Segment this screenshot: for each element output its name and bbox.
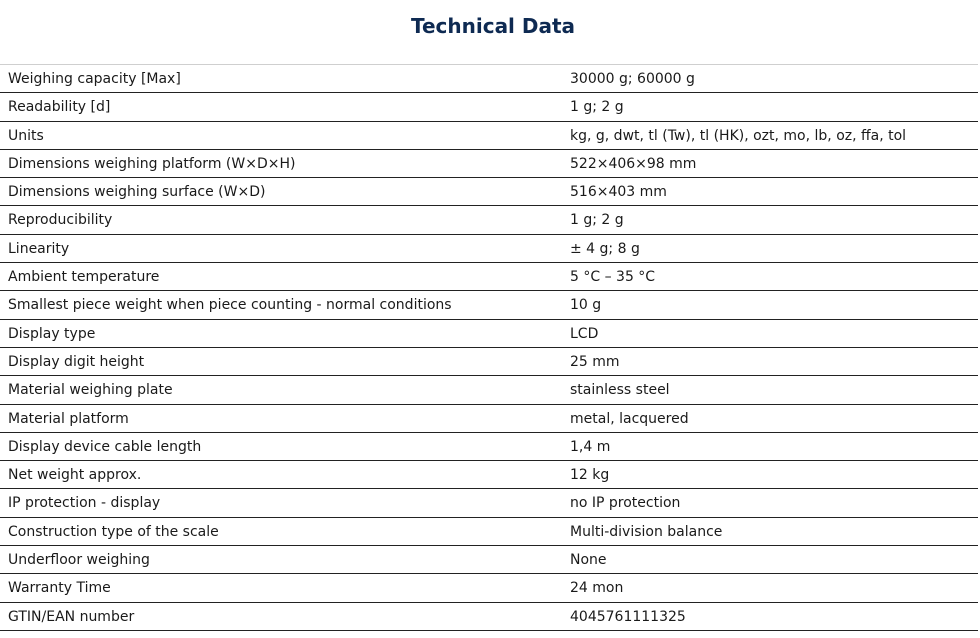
- spec-label: Readability [d]: [8, 99, 111, 116]
- table-row: [0, 376, 978, 404]
- table-row: [0, 65, 978, 93]
- spec-label: Construction type of the scale: [8, 523, 219, 540]
- spec-value: 516×403 mm: [570, 184, 667, 201]
- table-row: [0, 93, 978, 121]
- spec-label: Display digit height: [8, 353, 145, 370]
- table-row: [0, 433, 978, 461]
- table-row: [0, 518, 978, 546]
- table-row: [0, 405, 978, 433]
- table-row: [0, 235, 978, 263]
- table-row: [0, 150, 978, 178]
- spec-label: IP protection - display: [8, 495, 161, 512]
- table-row: [0, 178, 978, 206]
- table-row: [0, 291, 978, 319]
- spec-value: no IP protection: [570, 495, 681, 512]
- spec-value: 10 g: [570, 297, 602, 314]
- spec-label: Underfloor weighing: [8, 552, 150, 569]
- table-row: [0, 546, 978, 574]
- spec-label: Net weight approx.: [8, 467, 142, 484]
- spec-label: Reproducibility: [8, 212, 113, 229]
- spec-label: Display device cable length: [8, 438, 202, 455]
- table-row: [0, 489, 978, 517]
- spec-label: Material weighing plate: [8, 382, 173, 399]
- spec-value: 1 g; 2 g: [570, 99, 624, 116]
- table-row: [0, 206, 978, 234]
- spec-value: 25 mm: [570, 353, 620, 370]
- spec-value: 1,4 m: [570, 438, 611, 455]
- spec-label: Warranty Time: [8, 580, 111, 597]
- spec-value: 12 kg: [570, 467, 610, 484]
- table-row: [0, 263, 978, 291]
- spec-value: metal, lacquered: [570, 410, 689, 427]
- spec-value: Multi-division balance: [570, 523, 723, 540]
- table-row: [0, 574, 978, 602]
- spec-label: Smallest piece weight when piece counting - normal conditions: [8, 297, 452, 314]
- page-title: Technical Data: [410, 14, 576, 38]
- spec-label: Dimensions weighing platform (W×D×H): [8, 155, 296, 172]
- table-row: [0, 122, 978, 150]
- spec-label: Dimensions weighing surface (W×D): [8, 184, 266, 201]
- spec-label: Units: [8, 127, 44, 144]
- spec-label: Material platform: [8, 410, 129, 427]
- technical-data-table: [0, 64, 978, 631]
- spec-value: LCD: [570, 325, 599, 342]
- spec-label: Linearity: [8, 240, 70, 257]
- table-row: [0, 348, 978, 376]
- spec-value: None: [570, 552, 607, 569]
- table-row: [0, 603, 978, 631]
- spec-label: Weighing capacity [Max]: [8, 71, 181, 87]
- table-row: [0, 461, 978, 489]
- spec-value: stainless steel: [570, 382, 670, 399]
- spec-value: 24 mon: [570, 580, 624, 597]
- spec-value: ± 4 g; 8 g: [570, 240, 640, 257]
- spec-value: 522×406×98 mm: [570, 155, 697, 172]
- spec-label: GTIN/EAN number: [8, 608, 135, 625]
- spec-value: kg, g, dwt, tl (Tw), tl (HK), ozt, mo, lb, oz, ffa, tol: [570, 127, 907, 144]
- spec-label: Display type: [8, 325, 96, 342]
- spec-value: 30000 g; 60000 g: [570, 71, 695, 87]
- spec-value: 1 g; 2 g: [570, 212, 624, 229]
- spec-label: Ambient temperature: [8, 269, 160, 286]
- spec-value: 4045761111325: [570, 608, 686, 625]
- spec-value: 5 °C – 35 °C: [570, 269, 656, 286]
- table-row: [0, 320, 978, 348]
